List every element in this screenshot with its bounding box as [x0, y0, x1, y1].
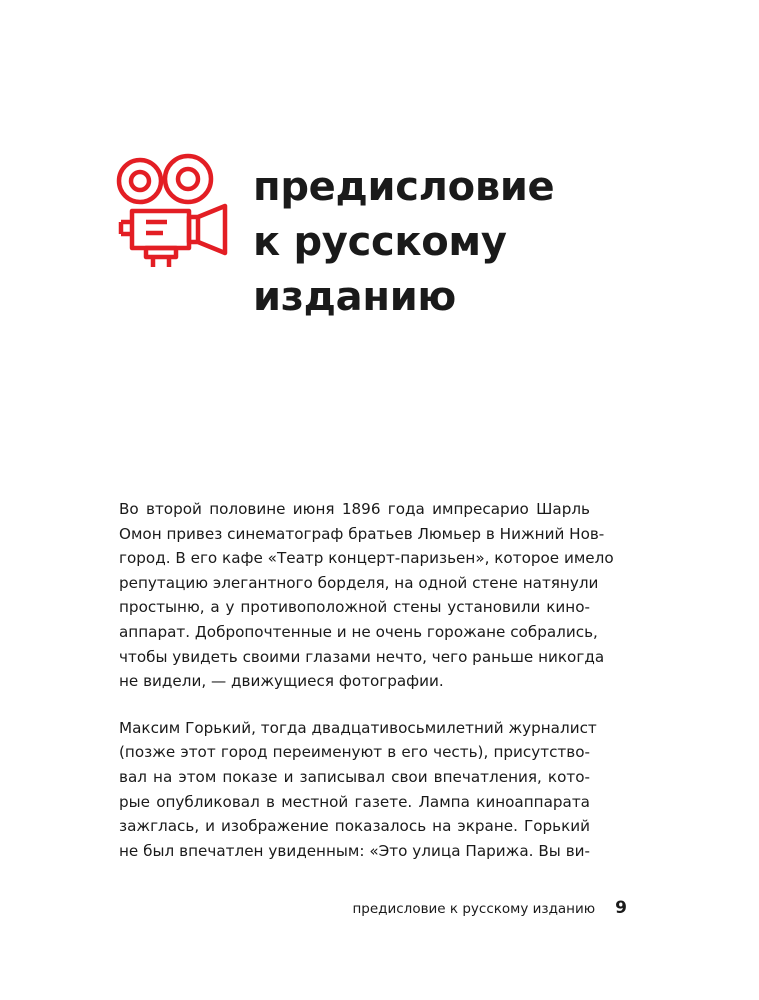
title-line: к русскому [253, 219, 507, 265]
title-line: предисловие [253, 164, 555, 210]
text-line: аппарат. Добропочтенные и не очень горожане собрались, [119, 622, 598, 641]
text-line: Во второй половине июня 1896 года импресарио Шарль [119, 500, 590, 518]
paragraph [119, 716, 597, 864]
text-line: чтобы увидеть своими глазами нечто, чего раньше никогда [119, 647, 605, 666]
title-line: изданию [253, 274, 457, 320]
text-line: репутацию элегантного борделя, на одной стене натянули [119, 573, 599, 592]
text-line: Омон привез синематограф братьев Люмьер в Нижний Нов- [119, 524, 605, 543]
film-camera-icon [113, 152, 235, 274]
page-title [253, 160, 723, 325]
text-line: рые опубликовал в местной газете. Лампа киноаппарата [119, 792, 590, 811]
page-number: 9 [615, 898, 627, 918]
text-line: вал на этом показе и записывал свои впечатления, кото- [119, 767, 590, 786]
text-line: не видели, — движущиеся фотографии. [119, 672, 444, 691]
running-title: предисловие к русскому изданию [352, 901, 596, 917]
page-footer [300, 898, 627, 918]
body-text [119, 497, 614, 885]
text-line: не был впечатлен увиденным: «Это улица Парижа. Вы ви- [119, 841, 590, 860]
paragraph [119, 497, 614, 694]
text-line: (позже этот город переименуют в его честь), присутство- [119, 743, 590, 762]
text-line: город. В его кафе «Театр концерт-паризьен», которое имело [119, 549, 614, 568]
text-line: Максим Горький, тогда двадцативосьмилетний журналист [119, 718, 597, 737]
text-line: простыню, а у противоположной стены установили кино- [119, 598, 590, 617]
text-line: зажглась, и изображение показалось на экране. Горький [119, 817, 590, 836]
